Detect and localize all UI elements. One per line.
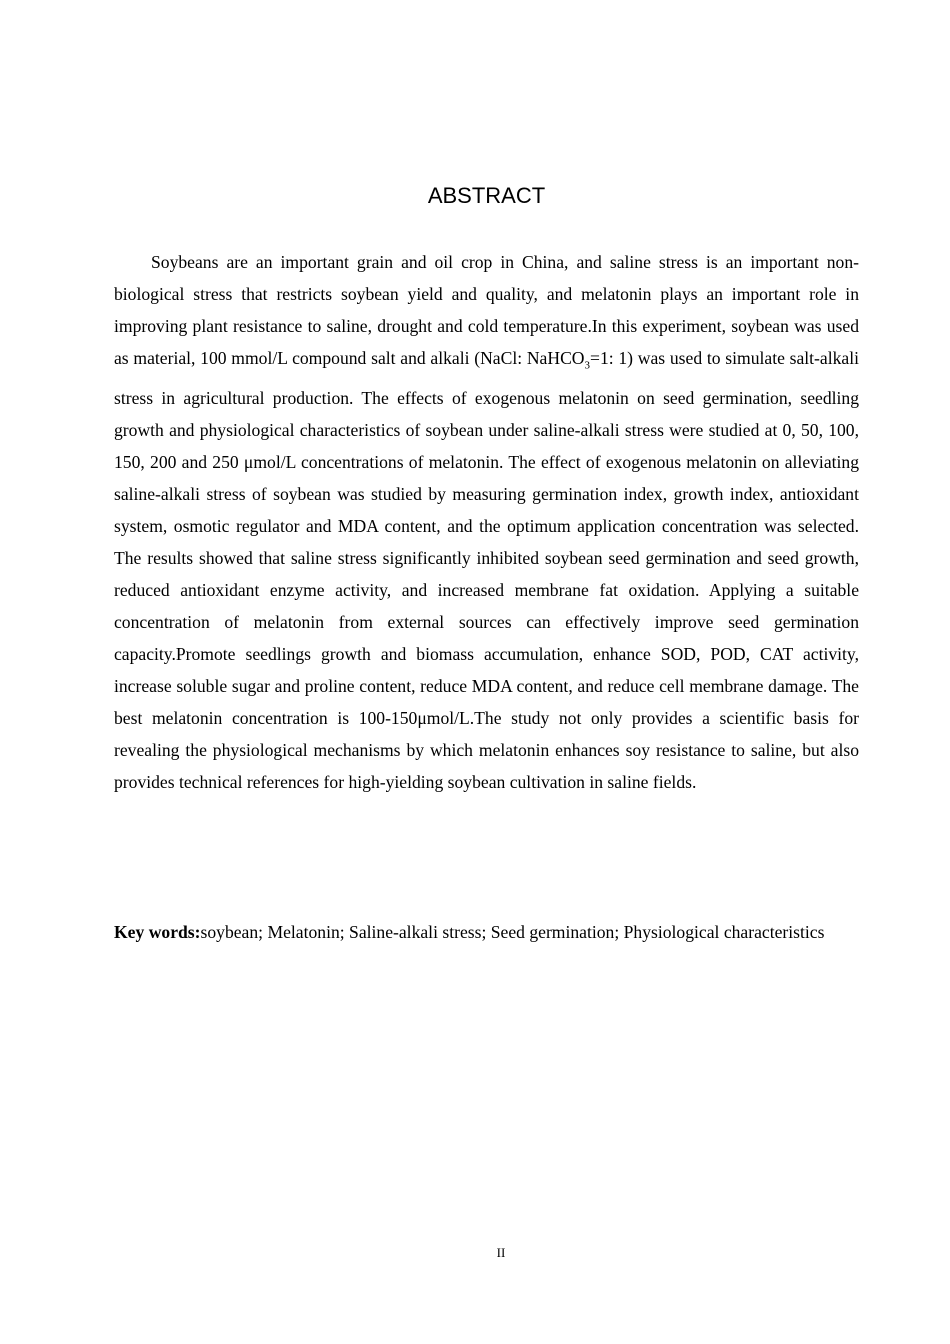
keywords-section xyxy=(114,916,859,948)
keywords-label: Key words: xyxy=(114,922,201,942)
abstract-title: ABSTRACT xyxy=(427,183,546,208)
page-number: II xyxy=(496,1245,506,1260)
abstract-text-part1: Soybeans are an important grain and oil crop in China, and saline stress is an important non-biological stress that restricts soybean yield and quality, and melatonin plays an important role in improving plant resistance to saline, drought and cold temperature.In this experiment, soybean was used as material, 100 mmol/L compound salt and alkali (NaCl: NaHCO xyxy=(114,252,859,368)
keywords-text: soybean; Melatonin; Saline-alkali stress; Seed germination; Physiological characteristics xyxy=(200,922,825,942)
abstract-text-part2: =1: 1) was used to simulate salt-alkali stress in agricultural production. The effects of exogenous melatonin on seed germination, seedling growth and physiological characteristics of soybean under saline-alkali stress were studied at 0, 50, 100, 150, 200 and 250 μmol/L concentrations of melatonin. The effect of exogenous melatonin on alleviating saline-alkali stress of soybean was studied by measuring germination index, growth index, antioxidant system, osmotic regulator and MDA content, and the optimum application concentration was selected. The results showed that saline stress significantly inhibited soybean seed germination and seed growth, reduced antioxidant enzyme activity, and increased membrane fat oxidation. Applying a suitable concentration of melatonin from external sources can effectively improve seed germination capacity.Promote seedlings growth and biomass accumulation, enhance SOD, POD, CAT activity, increase soluble sugar and proline content, reduce MDA content, and reduce cell membrane damage. The best melatonin concentration is 100-150μmol/L.The study not only provides a scientific basis for revealing the physiological mechanisms by which melatonin enhances soy resistance to saline, but also provides technical references for high-yielding soybean cultivation in saline fields. xyxy=(114,348,859,792)
abstract-body xyxy=(114,246,859,798)
abstract-paragraph xyxy=(114,246,859,798)
abstract-subscript: 3 xyxy=(584,359,591,372)
